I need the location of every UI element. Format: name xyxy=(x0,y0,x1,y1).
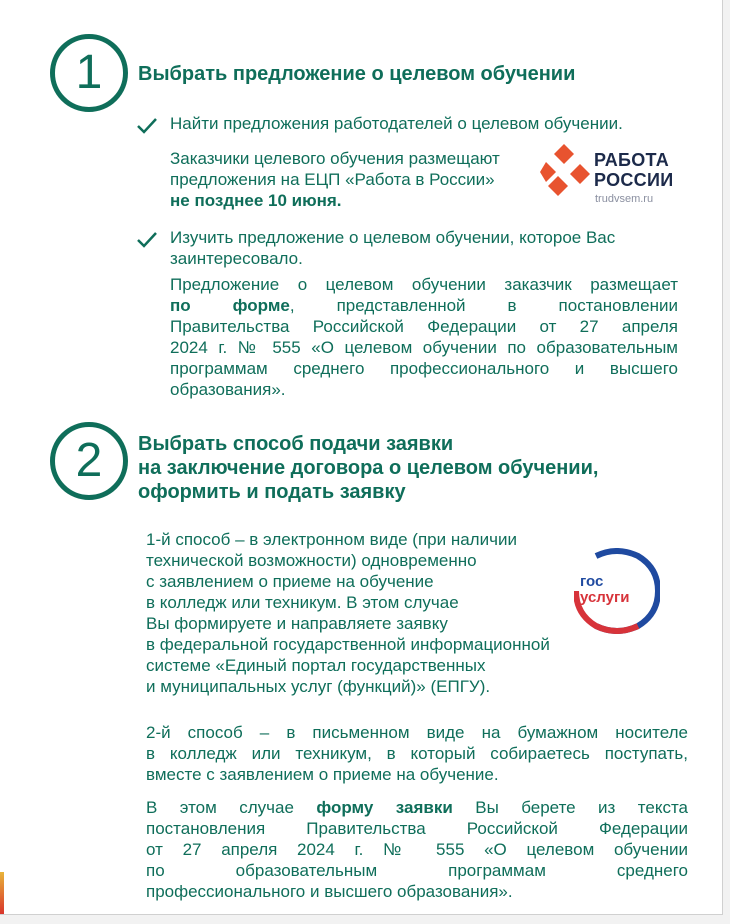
way3-line: постановления Правительства Российской Федерации xyxy=(146,819,688,838)
way3-line: от 27 апреля 2024 г. № 555 «О целевом обучении xyxy=(146,840,688,859)
note-line: предложения на ЕЦП «Работа в России» xyxy=(170,170,495,189)
way3-line: по образовательным программам среднего xyxy=(146,861,688,880)
way1-line: Вы формируете и направляете заявку xyxy=(146,614,448,633)
rabota-logo-line2: РОССИИ xyxy=(594,170,674,190)
rabota-star-icon xyxy=(538,140,594,200)
step2-title-line: Выбрать способ подачи заявки xyxy=(138,433,454,455)
step1-title: Выбрать предложение о целевом обучении xyxy=(138,63,576,85)
way1-line: и муниципальных услуг (функций)» (ЕПГУ). xyxy=(146,677,491,696)
item2-line: Изучить предложение о целевом обучении, которое Вас xyxy=(170,228,616,247)
step-number-circle-1 xyxy=(50,34,128,112)
step-number-circle-2 xyxy=(50,422,128,500)
way3-line: профессионального и высшего образования». xyxy=(146,882,513,901)
note-line: Заказчики целевого обучения размещают xyxy=(170,149,500,168)
step-number-1: 1 xyxy=(75,46,103,99)
way1-line: с заявлением о приеме на обучение xyxy=(146,572,434,591)
step-number-2: 2 xyxy=(75,434,103,487)
way1-line: 1-й способ – в электронном виде (при наличии xyxy=(146,530,517,549)
rabota-logo-text xyxy=(594,150,673,190)
way3-line: В этом случае форму заявки Вы берете из текста xyxy=(146,798,689,817)
gos-logo-line2: услуги xyxy=(580,589,630,606)
checkmark-icon xyxy=(136,230,158,250)
rabota-v-rossii-logo xyxy=(538,140,678,206)
step1-item1-note xyxy=(170,148,500,211)
gos-logo-line1: гос xyxy=(580,573,604,590)
note-line: образования». xyxy=(170,380,286,399)
note-line: Предложение о целевом обучении заказчик размещает xyxy=(170,275,678,294)
rabota-logo-url: trudvsem.ru xyxy=(595,193,654,205)
page-edge-mark xyxy=(0,872,4,914)
step2-title-line: на заключение договора о целевом обучении, xyxy=(138,457,599,479)
way2-text xyxy=(146,722,688,785)
step1-item2 xyxy=(170,227,615,269)
way2-line: 2-й способ – в письменном виде на бумажном носителе xyxy=(146,723,688,742)
way1-line: технической возможности) одновременно xyxy=(146,551,477,570)
note-line: Правительства Российской Федерации от 27 апреля xyxy=(170,317,678,336)
way3-text xyxy=(146,797,688,902)
step2-title-line: оформить и подать заявку xyxy=(138,481,406,503)
way1-text xyxy=(146,529,550,697)
step2-title xyxy=(138,432,598,504)
checkmark-icon xyxy=(136,116,158,136)
gosuslugi-logo xyxy=(574,548,660,634)
way1-line: в колледж или техникум. В этом случае xyxy=(146,593,459,612)
note-line: по форме, представленной в постановлении xyxy=(170,296,678,315)
way2-line: в колледж или техникум, в который собираетесь поступать, xyxy=(146,744,688,763)
gosuslugi-logo-text xyxy=(580,574,629,606)
rabota-logo-line1: РАБОТА xyxy=(594,150,670,170)
way2-line: вместе с заявлением о приеме на обучение. xyxy=(146,765,499,784)
step1-item2-note xyxy=(170,274,678,400)
way1-line: системе «Единый портал государственных xyxy=(146,656,486,675)
step1-item1: Найти предложения работодателей о целевом обучении. xyxy=(170,114,623,133)
note-line: программам среднего профессионального и высшего xyxy=(170,359,678,378)
note-line: 2024 г. № 555 «О целевом обучении по образовательным xyxy=(170,338,678,357)
way1-line: в федеральной государственной информационной xyxy=(146,635,550,654)
note-deadline: не позднее 10 июня. xyxy=(170,191,342,210)
item2-line: заинтересовало. xyxy=(170,249,303,268)
